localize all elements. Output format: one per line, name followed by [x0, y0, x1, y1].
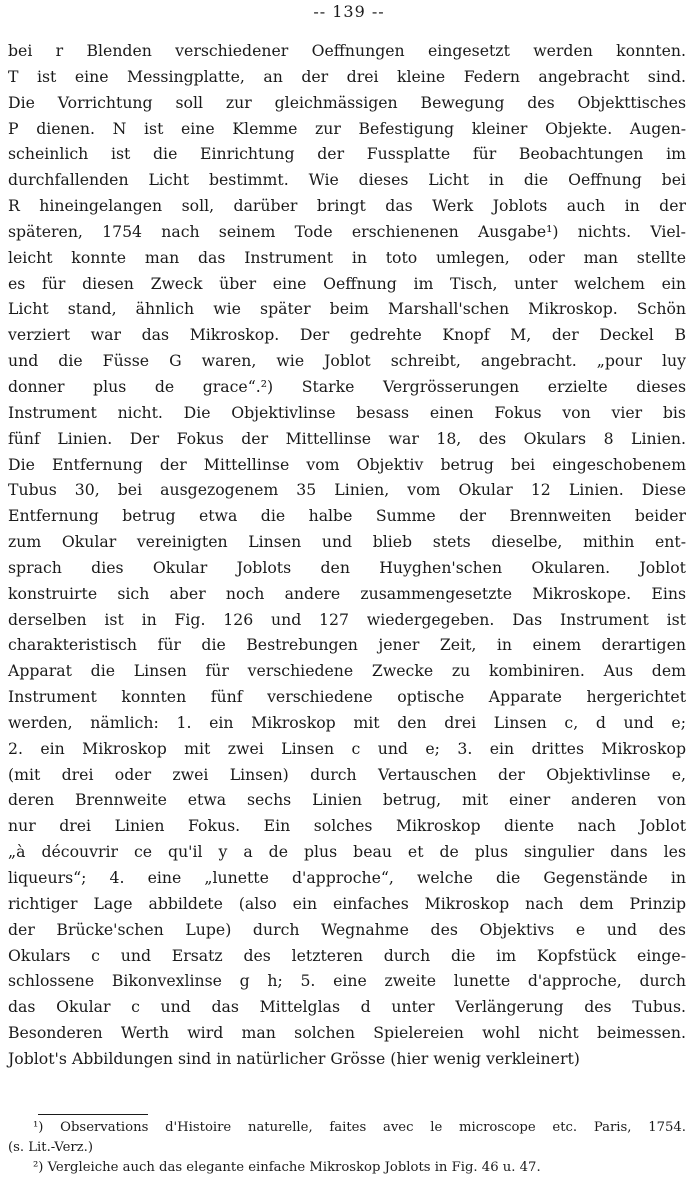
body-line: zum Okular vereinigten Linsen und blieb stets dieselbe, mithin ent- [8, 532, 686, 552]
body-line: verziert war das Mikroskop. Der gedrehte Knopf M, der Deckel B [8, 325, 686, 345]
body-line: nur drei Linien Fokus. Ein solches Mikroskop diente nach Joblot [8, 816, 686, 836]
body-line: scheinlich ist die Einrichtung der Fussplatte für Beobachtungen im [8, 144, 686, 164]
body-line: 2. ein Mikroskop mit zwei Linsen c und e; 3. ein drittes Mikroskop [8, 738, 686, 758]
body-line: leicht konnte man das Instrument in toto umlegen, oder man stellte [8, 247, 686, 267]
body-line: R hineingelangen soll, darüber bringt das Werk Joblots auch in der [8, 196, 686, 216]
body-line: Tubus 30, bei ausgezogenem 35 Linien, vom Okular 12 Linien. Diese [8, 480, 686, 500]
page-number-header: -- 139 -- [313, 2, 385, 21]
body-line: das Okular c und das Mittelglas d unter Verlängerung des Tubus. [8, 997, 686, 1017]
body-line: es für diesen Zweck über eine Oeffnung im Tisch, unter welchem ein [8, 273, 686, 293]
body-line: Apparat die Linsen für verschiedene Zwecke zu kombiniren. Aus dem [8, 661, 686, 681]
body-line: Besonderen Werth wird man solchen Spielereien wohl nicht beimessen. [8, 1023, 686, 1043]
body-line: konstruirte sich aber noch andere zusammengesetzte Mikroskope. Eins [8, 583, 686, 603]
body-line: Okulars c und Ersatz des letzteren durch die im Kopfstück einge- [8, 945, 686, 965]
body-line: derselben ist in Fig. 126 und 127 wiedergegeben. Das Instrument ist [8, 609, 686, 629]
body-line: der Brücke'schen Lupe) durch Wegnahme des Objektivs e und des [8, 919, 686, 939]
body-line: bei r Blenden verschiedener Oeffnungen eingesetzt werden konnten. [8, 41, 686, 60]
body-line: T ist eine Messingplatte, an der drei kleine Federn angebracht sind. [8, 66, 686, 86]
body-line: donner plus de grace“.²) Starke Vergrösserungen erzielte dieses [8, 376, 686, 396]
footnote-2: ²) Vergleiche auch das elegante einfache Mikroskop Joblots in Fig. 46 u. 47. [33, 1160, 541, 1175]
body-line: Die Vorrichtung soll zur gleichmässigen Bewegung des Objekttisches [8, 92, 686, 112]
footnote-divider [38, 1114, 148, 1115]
body-line: und die Füsse G waren, wie Joblot schreibt, angebracht. „pour luy [8, 351, 686, 371]
body-line: deren Brennweite etwa sechs Linien betrug, mit einer anderen von [8, 790, 686, 810]
footnote-1: ¹) Observations d'Histoire naturelle, faites avec le microscope etc. Paris, 1754. [33, 1120, 686, 1135]
body-line: schlossene Bikonvexlinse g h; 5. eine zweite lunette d'approche, durch [8, 971, 686, 991]
body-line: fünf Linien. Der Fokus der Mittellinse war 18, des Okulars 8 Linien. [8, 428, 686, 448]
body-line: „à découvrir ce qu'il y a de plus beau et de plus singulier dans les [8, 842, 686, 862]
body-line: Entfernung betrug etwa die halbe Summe der Brennweiten beider [8, 506, 686, 526]
body-line: Instrument konnten fünf verschiedene optische Apparate hergerichtet [8, 687, 686, 707]
footnotes [8, 1118, 686, 1178]
body-line: P dienen. N ist eine Klemme zur Befestigung kleiner Objekte. Augen- [8, 118, 686, 138]
body-line: Die Entfernung der Mittellinse vom Objektiv betrug bei eingeschobenem [8, 454, 686, 474]
body-line: sprach dies Okular Joblots den Huyghen'schen Okularen. Joblot [8, 557, 686, 577]
body-line: späteren, 1754 nach seinem Tode erschienenen Ausgabe¹) nichts. Viel- [8, 221, 686, 241]
body-line: liqueurs“; 4. eine „lunette d'approche“, welche die Gegenstände in [8, 868, 686, 887]
body-line: durchfallenden Licht bestimmt. Wie dieses Licht in die Oeffnung bei [8, 170, 686, 190]
body-line: werden, nämlich: 1. ein Mikroskop mit den drei Linsen c, d und e; [8, 712, 686, 732]
body-line: Licht stand, ähnlich wie später beim Marshall'schen Mikroskop. Schön [8, 299, 686, 319]
body-text [8, 38, 686, 1072]
body-line: Joblot's Abbildungen sind in natürlicher Grösse (hier wenig verkleinert) [8, 1048, 580, 1068]
footnote-1-continuation: (s. Lit.-Verz.) [8, 1140, 93, 1155]
body-line: charakteristisch für die Bestrebungen jener Zeit, in einem derartigen [8, 635, 686, 655]
body-line: richtiger Lage abbildete (also ein einfaches Mikroskop nach dem Prinzip [8, 893, 686, 913]
body-line: (mit drei oder zwei Linsen) durch Vertauschen der Objektivlinse e, [8, 764, 686, 784]
body-line: Instrument nicht. Die Objektivlinse besass einen Fokus von vier bis [8, 402, 686, 422]
